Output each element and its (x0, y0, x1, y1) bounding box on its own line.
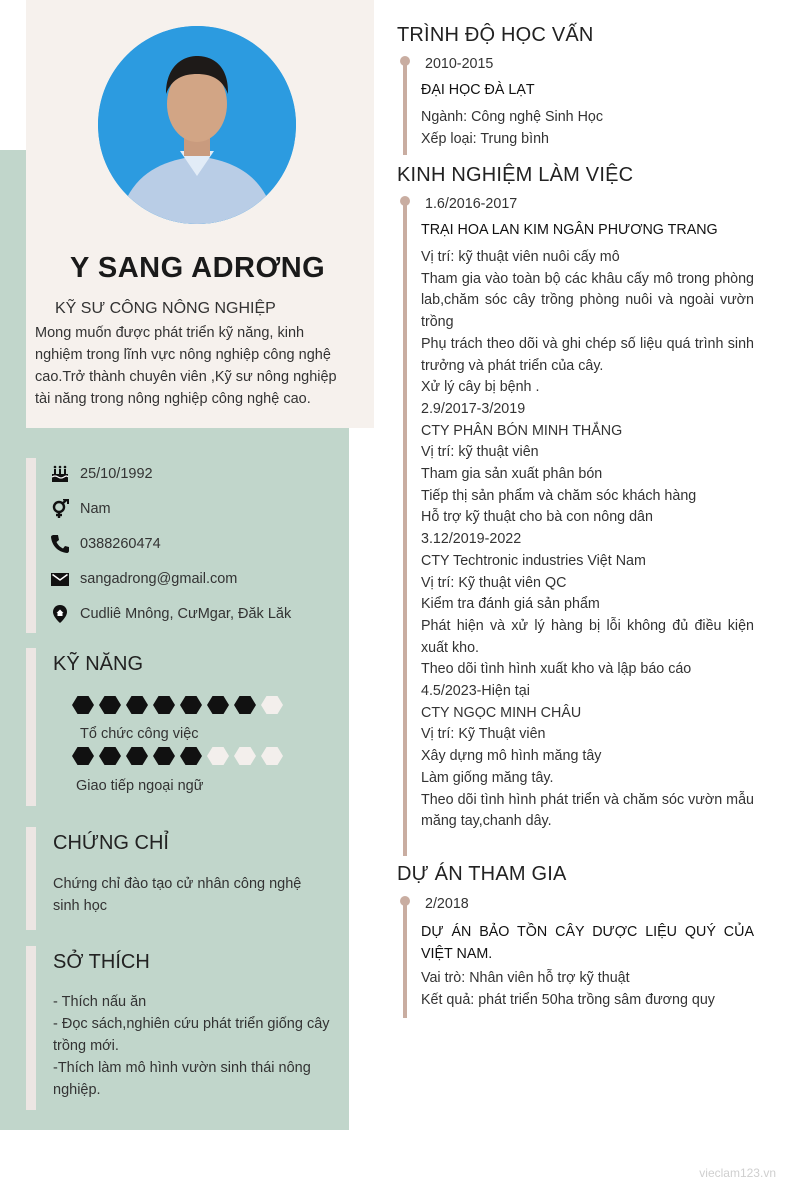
skill-hex (180, 747, 202, 765)
experience-line: CTY PHÂN BÓN MINH THẮNG (421, 422, 623, 439)
experience-line: 2.9/2017-3/2019 (421, 400, 526, 417)
experience-line: Theo dõi tình hình phát triển và chăm sóc vườn mẫu măng tay,chanh dây. (421, 791, 754, 830)
email-icon (50, 569, 70, 589)
experience-timeline (403, 200, 407, 856)
experience-line: Tham gia vào toàn bộ các khâu cấy mô trong phòng lab,chăm sóc cây trồng phòng nuôi và ngoài vườn trồng (421, 270, 754, 331)
experience-line: Tham gia sản xuất phân bón (421, 466, 603, 483)
experience-line: Vị trí: kỹ thuật viên (421, 444, 539, 461)
corner-white (0, 0, 26, 150)
experience-line: CTY Techtronic industries Việt Nam (421, 552, 646, 569)
watermark: vieclam123.vn (699, 1166, 776, 1180)
skill-name-1: Tổ chức công việc (80, 726, 199, 742)
skill-hex (126, 696, 148, 714)
experience-line: Theo dõi tình hình xuất kho và lập báo cáo (421, 661, 692, 678)
contact-birthday (50, 459, 153, 489)
experience-title: KINH NGHIỆM LÀM VIỆC (397, 164, 634, 186)
experience-line: Phát hiện và xử lý hàng bị lỗi không đủ điều kiện xuất kho. (421, 617, 754, 656)
experience-line: 4.5/2023-Hiện tại (421, 683, 530, 700)
education-grade: Xếp loại: Trung bình (421, 131, 549, 147)
contact-gender (50, 494, 111, 524)
birthday-value: 25/10/1992 (80, 466, 153, 482)
hobby-line: - Thích nấu ăn (53, 994, 147, 1010)
skill-hex (99, 747, 121, 765)
projects-title: DỰ ÁN THAM GIA (397, 863, 567, 885)
contact-bar (26, 458, 36, 633)
experience-line: Vị trí: Kỹ Thuật viên (421, 726, 546, 743)
skill-hex (207, 747, 229, 765)
skill-hex (234, 747, 256, 765)
experience-details (421, 247, 754, 833)
phone-icon (50, 534, 70, 554)
skill-hex (261, 747, 283, 765)
hobbies-title: SỞ THÍCH (53, 951, 150, 973)
skill-level-1 (72, 696, 283, 714)
profile-title: KỸ SƯ CÔNG NÔNG NGHIỆP (55, 300, 276, 317)
skill-hex (72, 696, 94, 714)
experience-line: Xây dựng mô hình măng tây (421, 748, 602, 765)
experience-line: CTY NGỌC MINH CHÂU (421, 704, 582, 721)
contact-address (50, 599, 291, 629)
timeline-dot (400, 56, 410, 66)
projects-timeline (403, 900, 407, 1018)
timeline-dot (400, 896, 410, 906)
education-period: 2010-2015 (425, 56, 494, 72)
experience-line: Vị trí: Kỹ thuật viên QC (421, 574, 567, 591)
education-school: ĐẠI HỌC ĐÀ LẠT (421, 82, 535, 98)
gender-icon (50, 499, 70, 519)
avatar (98, 26, 296, 224)
education-title: TRÌNH ĐỘ HỌC VẤN (397, 24, 594, 46)
hobby-line: - Đọc sách,nghiên cứu phát triển giống cây trồng mới. (53, 1016, 330, 1054)
skill-hex (180, 696, 202, 714)
career-objective: Mong muốn được phát triển kỹ năng, kinh nghiệm trong lĩnh vực nông nghiệp công nghệ cao.Trở thành chuyên viên ,Kỹ sư nông nghiệp tài năng trong nông nghiệp công nghệ cao. (35, 325, 337, 407)
skill-hex (72, 747, 94, 765)
hobbies-bar (26, 946, 36, 1110)
project-name: DỰ ÁN BẢO TỒN CÂY DƯỢC LIỆU QUÝ CỦA VIỆT NAM. (421, 924, 754, 962)
experience-line: Phụ trách theo dõi và ghi chép số liệu quá trình sinh trưởng và phát triển của cây. (421, 335, 754, 374)
phone-value[interactable]: 0388260474 (80, 536, 161, 552)
certificates-title: CHỨNG CHỈ (53, 832, 169, 854)
experience-line: Tiếp thị sản phẩm và chăm sóc khách hàng (421, 487, 697, 504)
cake-icon (50, 464, 70, 484)
skill-level-2 (72, 747, 283, 765)
skill-hex (234, 696, 256, 714)
skill-hex (99, 696, 121, 714)
experience-line: Vị trí: kỹ thuật viên nuôi cấy mô (421, 249, 620, 265)
project-period: 2/2018 (425, 896, 469, 912)
skill-hex (153, 747, 175, 765)
certificates-bar (26, 827, 36, 930)
timeline-dot (400, 196, 410, 206)
gender-value: Nam (80, 501, 111, 517)
skills-bar (26, 648, 36, 806)
project-result: Kết quả: phát triển 50ha trồng sâm đương quy (421, 992, 715, 1008)
experience-company: TRẠI HOA LAN KIM NGÂN PHƯƠNG TRANG (421, 222, 718, 238)
experience-line: 3.12/2019-2022 (421, 531, 522, 548)
skill-hex (126, 747, 148, 765)
experience-line: Xử lý cây bị bệnh . (421, 379, 540, 396)
address-value: Cudliê Mnông, CưMgar, Đăk Lăk (80, 606, 292, 622)
skill-name-2: Giao tiếp ngoại ngữ (76, 778, 204, 794)
avatar-photo-icon (98, 26, 296, 224)
experience-period: 1.6/2016-2017 (425, 196, 518, 212)
contact-email (50, 564, 237, 594)
education-timeline (403, 60, 407, 155)
profile-name: Y SANG ADRƠNG (70, 252, 326, 284)
experience-line: Làm giống măng tây. (421, 769, 554, 786)
experience-line: Kiểm tra đánh giá sản phẩm (421, 596, 600, 613)
skill-hex (261, 696, 283, 714)
skill-hex (207, 696, 229, 714)
hobbies-text (53, 991, 333, 1101)
skills-title: KỸ NĂNG (53, 653, 144, 675)
location-icon (50, 604, 70, 624)
contact-phone (50, 529, 161, 559)
certificates-text: Chứng chỉ đào tạo cử nhân công nghệ sinh học (53, 876, 302, 914)
project-role: Vai trò: Nhân viên hỗ trợ kỹ thuật (421, 970, 630, 986)
hobby-line: -Thích làm mô hình vườn sinh thái nông nghiệp. (53, 1060, 311, 1098)
experience-line: Hỗ trợ kỹ thuật cho bà con nông dân (421, 509, 653, 526)
education-major: Ngành: Công nghệ Sinh Học (421, 109, 604, 125)
skill-hex (153, 696, 175, 714)
email-value[interactable]: sangadrong@gmail.com (80, 571, 238, 587)
